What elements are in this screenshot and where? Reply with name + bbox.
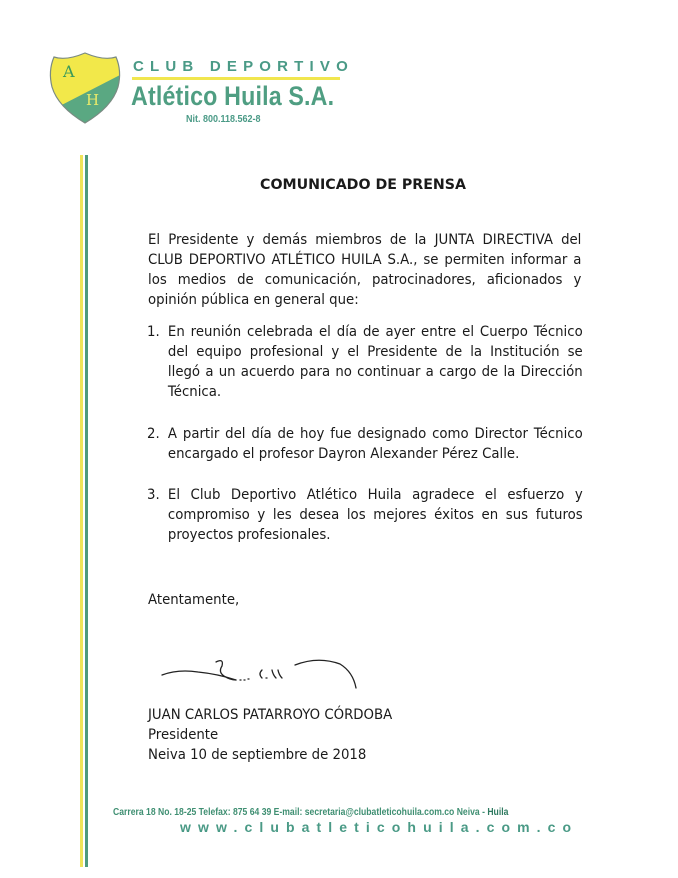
shield-letter-h: H <box>86 91 100 109</box>
footer-website-link[interactable]: www.clubatleticohuila.com.co <box>180 819 579 835</box>
list-item-text: El Club Deportivo Atlético Huila agradece el esfuerzo y compromiso y les desea los mejores éxitos en sus futuros proyectos profesionales. <box>167 487 583 543</box>
margin-rule-green <box>85 155 88 867</box>
signer-name: JUAN CARLOS PATARROYO CÓRDOBA <box>148 707 393 723</box>
list-item-number: 1. <box>147 324 160 340</box>
club-label: CLUB DEPORTIVO <box>133 58 354 75</box>
list-item-number: 2. <box>147 426 160 442</box>
club-name: Atlético Huila S.A. <box>131 81 335 111</box>
list-item-text: A partir del día de hoy fue designado como Director Técnico encargado el profesor Dayron Alexander Pérez Calle. <box>167 426 583 462</box>
signer-role: Presidente <box>148 727 219 743</box>
footer-address: Carrera 18 No. 18-25 Telefax: 875 64 39 E-mail: secretaria@clubatleticohuila.com.co Neiva - <box>113 806 488 818</box>
closing-salutation: Atentamente, <box>148 592 240 608</box>
document-title: COMUNICADO DE PRENSA <box>260 177 466 193</box>
place-and-date: Neiva 10 de septiembre de 2018 <box>148 747 367 763</box>
list-item <box>147 424 583 464</box>
list-item <box>147 322 583 402</box>
footer-contact-line <box>113 806 508 818</box>
list-item-text: En reunión celebrada el día de ayer entre el Cuerpo Técnico del equipo profesional y el Presidente de la Institución se llegó a un acuerdo para no continuar a cargo de la Dirección Técnica. <box>167 324 583 400</box>
handwritten-signature <box>158 650 358 700</box>
intro-paragraph <box>148 230 582 310</box>
intro-text: El Presidente y demás miembros de la JUNTA DIRECTIVA del CLUB DEPORTIVO ATLÉTICO HUILA S.A., se permiten informar a los medios de comunicación, patrocinadores, aficionados y opinión pública en general que: <box>148 232 582 308</box>
list-item-number: 3. <box>147 487 160 503</box>
list-item <box>147 485 583 545</box>
margin-rule-yellow <box>80 155 83 867</box>
shield-letter-a: A <box>63 62 75 81</box>
club-shield-logo <box>46 51 124 125</box>
tax-id: Nit. 800.118.562-8 <box>186 114 261 125</box>
footer-city: Huila <box>487 806 509 818</box>
header-underline <box>132 77 340 80</box>
